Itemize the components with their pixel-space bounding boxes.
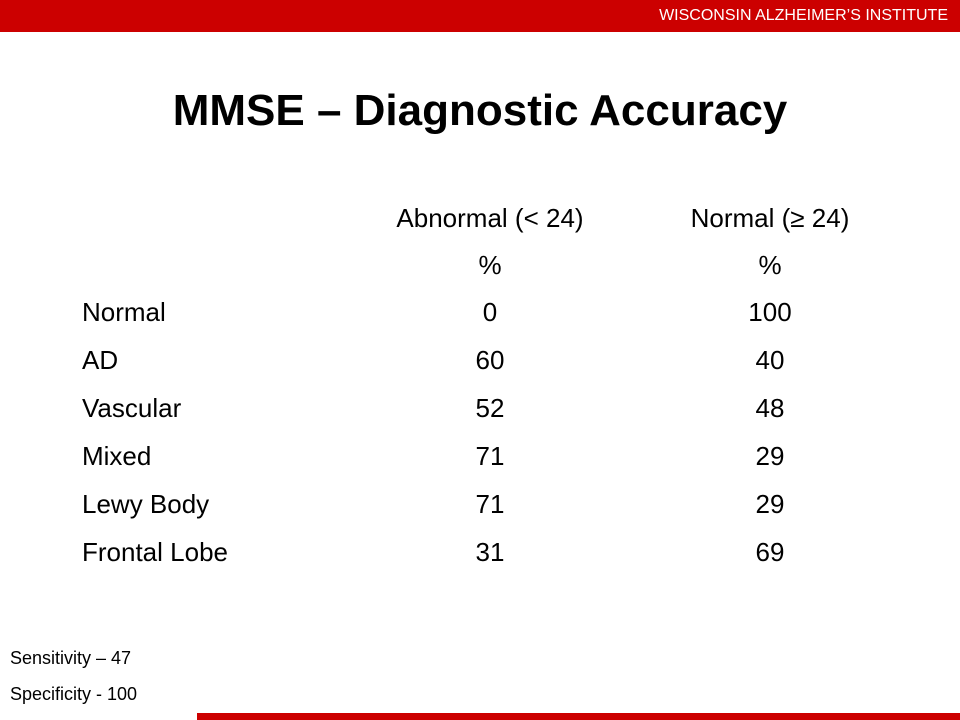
cell-vascular-abnormal: 52 [475,393,505,423]
cell-frontal-lobe-abnormal: 31 [475,537,505,567]
cell-lewy-body-normal: 29 [755,489,785,519]
cell-frontal-lobe-normal: 69 [755,537,785,567]
row-label-frontal-lobe: Frontal Lobe [82,537,228,567]
organization-name: WISCONSIN ALZHEIMER’S INSTITUTE [659,7,948,24]
cell-vascular-normal: 48 [755,393,785,423]
footer-bar [197,713,960,720]
sensitivity-note: Sensitivity – 47 [10,648,132,668]
header-normal: Normal (≥ 24) [690,203,850,233]
cell-ad-normal: 40 [755,345,785,375]
cell-lewy-body-abnormal: 71 [475,489,505,519]
cell-mixed-abnormal: 71 [475,441,505,471]
unit-normal: % [758,250,782,280]
specificity-note: Specificity - 100 [10,684,138,704]
row-label-normal: Normal [82,297,166,327]
slide-title: MMSE – Diagnostic Accuracy [172,86,788,135]
row-label-vascular: Vascular [82,393,182,423]
row-label-lewy-body: Lewy Body [82,489,210,519]
unit-abnormal: % [478,250,502,280]
cell-mixed-normal: 29 [755,441,785,471]
row-label-ad: AD [82,345,119,375]
cell-ad-abnormal: 60 [475,345,505,375]
header-abnormal: Abnormal (< 24) [396,203,584,233]
cell-normal-normal: 100 [748,297,792,327]
cell-normal-abnormal: 0 [482,297,498,327]
row-label-mixed: Mixed [82,441,152,471]
